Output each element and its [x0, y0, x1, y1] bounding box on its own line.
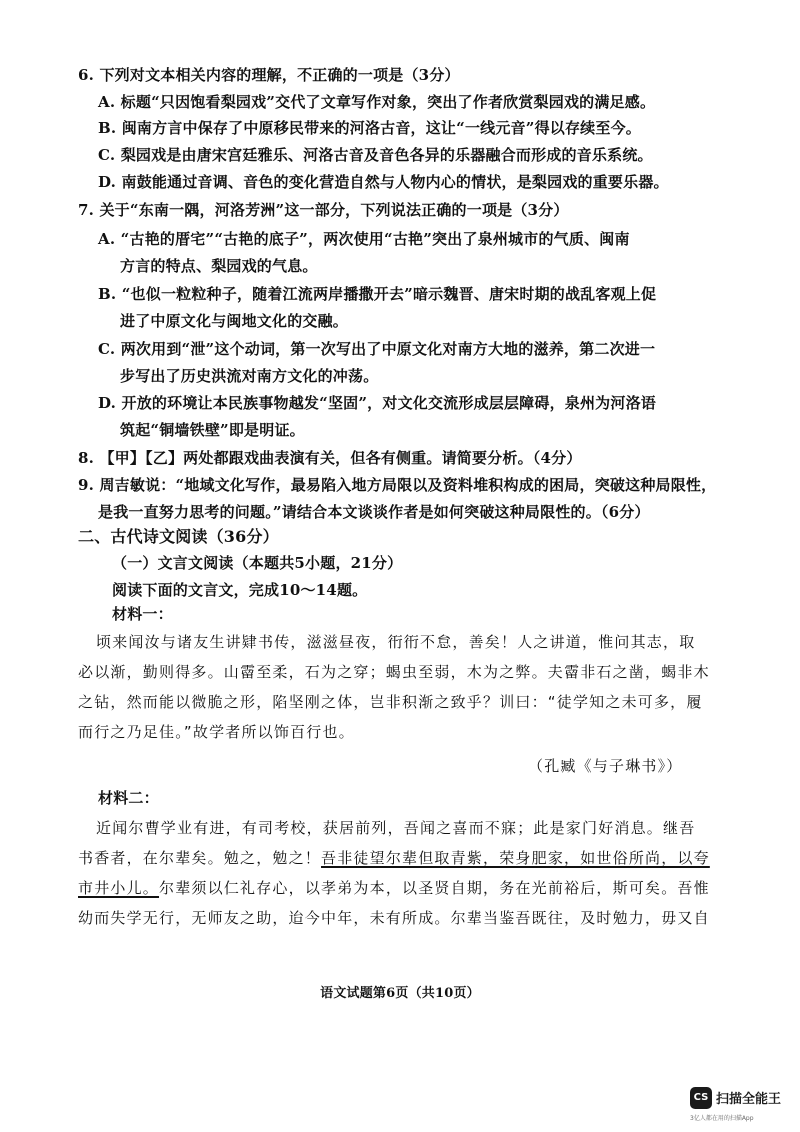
question-9-line1: 9. 周吉敏说：“地域文化写作，最易陷入地方局限以及资料堆积构成的困局，突破这种局限性，	[78, 476, 717, 494]
material-1-source: （孔臧《与子琳书》）	[528, 757, 683, 775]
material-2-line2	[78, 848, 710, 868]
question-7-option-c-line1: C. 两次用到“泄”这个动词，第一次写出了中原文化对南方大地的滋养，第二次进一	[98, 340, 656, 358]
material-2-line3	[78, 878, 710, 898]
section-2-subtitle: （一）文言文阅读（本题共5小题，21分）	[112, 554, 403, 572]
question-6-stem: 6. 下列对文本相关内容的理解，不正确的一项是（3分）	[78, 66, 460, 84]
camscanner-logo-icon: CS	[690, 1087, 712, 1109]
question-6-option-c: C. 梨园戏是由唐宋宫廷雅乐、河洛古音及音色各异的乐器融合而形成的音乐系统。	[98, 146, 653, 164]
question-9-line2: 是我一直努力思考的问题。”请结合本文谈谈作者是如何突破这种局限性的。（6分）	[98, 503, 650, 521]
scanner-tagline: 3亿人都在用的扫描App	[690, 1115, 754, 1122]
question-7-stem: 7. 关于“东南一隅，河洛芳洲”这一部分，下列说法正确的一项是（3分）	[78, 201, 569, 219]
scanner-watermark	[690, 1086, 794, 1126]
section-2-title: 二、古代诗文阅读（36分）	[78, 527, 279, 546]
material-2-underlined-sentence-part1: 吾非徒望尔辈但取青紫，荣身肥家，如世俗所尚，以夸	[321, 849, 710, 867]
material-1-line3: 之钻，然而能以微脆之形，陷坚刚之体，岂非积渐之致乎？训曰：“徒学知之未可多，履	[78, 693, 703, 711]
question-6-option-d: D. 南鼓能通过音调、音色的变化营造自然与人物内心的情状，是梨园戏的重要乐器。	[98, 173, 669, 191]
question-7-option-b-line1: B. “也似一粒粒种子，随着江流两岸播撒开去”暗示魏晋、唐宋时期的战乱客观上促	[98, 285, 657, 303]
material-2-underlined-sentence-part2: 市井小儿。	[78, 879, 160, 897]
material-1-line1: 顷来闻汝与诸友生讲肄书传，滋滋昼夜，衎衎不怠，善矣！人之讲道，惟问其志，取	[96, 633, 696, 651]
question-6-option-b: B. 闽南方言中保存了中原移民带来的河洛古音，这让“一线元音”得以存续至今。	[98, 119, 641, 137]
question-6-option-a: A. 标题“只因饱看梨园戏”交代了文章写作对象，突出了作者欣赏梨园戏的满足感。	[98, 93, 656, 111]
question-7-option-b-line2: 进了中原文化与闽地文化的交融。	[120, 312, 349, 330]
scanner-app-name: 扫描全能王	[716, 1092, 782, 1107]
question-7-option-a-line1: A. “古艳的厝宅”“古艳的底子”，两次使用“古艳”突出了泉州城市的气质、闽南	[98, 230, 630, 248]
question-7-option-a-line2: 方言的特点、梨园戏的气息。	[120, 257, 318, 275]
material-2-label: 材料二：	[98, 789, 159, 807]
material-1-label: 材料一：	[112, 605, 173, 623]
material-2-line2-plain: 书香者，在尔辈矣。勉之，勉之！	[78, 849, 322, 867]
material-1-line2: 必以渐，勤则得多。山霤至柔，石为之穿；蝎虫至弱，木为之弊。夫霤非石之凿，蝎非木	[78, 663, 710, 681]
question-8: 8. 【甲】【乙】两处都跟戏曲表演有关，但各有侧重。请简要分析。（4分）	[78, 449, 582, 467]
reading-instruction: 阅读下面的文言文，完成10～14题。	[112, 581, 368, 599]
material-2-line3-plain: 尔辈须以仁礼存心，以孝弟为本，以圣贤自期，务在光前裕后，斯可矣。吾惟	[159, 879, 710, 897]
material-2-line1: 近闻尔曹学业有进，有司考校，获居前列，吾闻之喜而不寐；此是家门好消息。继吾	[96, 819, 696, 837]
material-2-line4: 幼而失学无行，无师友之助，迨今中年，未有所成。尔辈当鉴吾既往，及时勉力，毋又自	[78, 909, 710, 927]
question-7-option-d-line2: 筑起“铜墙铁壁”即是明证。	[120, 421, 305, 439]
question-7-option-d-line1: D. 开放的环境让本民族事物越发“坚固”，对文化交流形成层层障碍，泉州为河洛语	[98, 394, 656, 412]
question-7-option-c-line2: 步写出了历史洪流对南方文化的冲荡。	[120, 367, 379, 385]
page-footer: 语文试题第6页（共10页）	[320, 986, 480, 1001]
material-1-line4: 而行之乃足佳。”故学者所以饰百行也。	[78, 723, 355, 741]
